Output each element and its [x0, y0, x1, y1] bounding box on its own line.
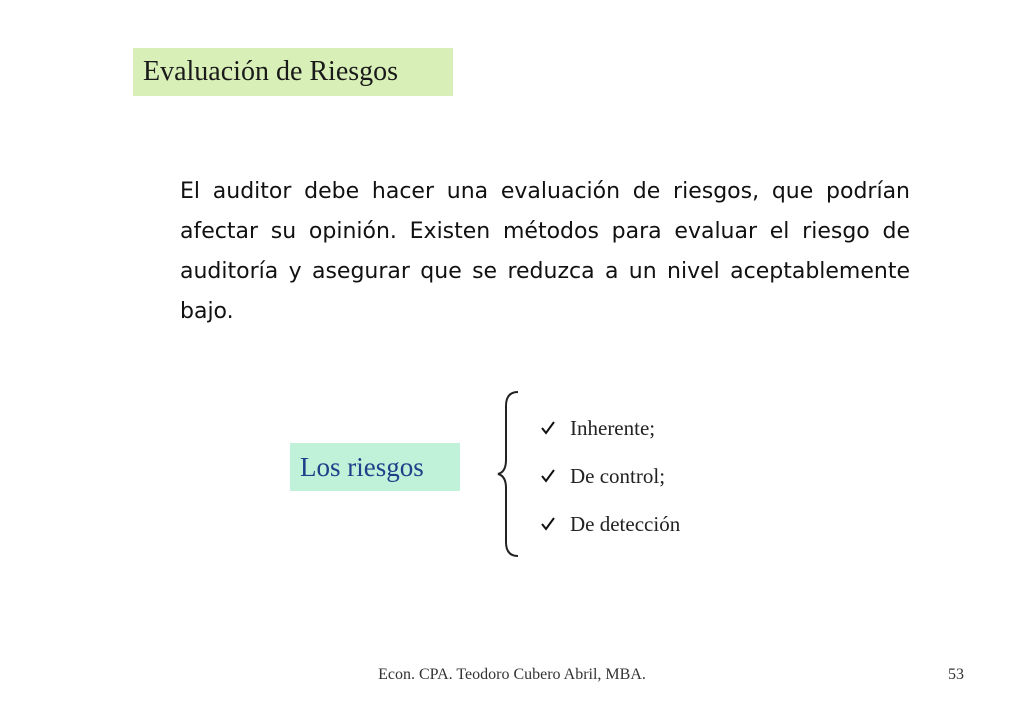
list-item	[540, 452, 680, 500]
page-number: 53	[948, 666, 964, 683]
risk-list	[540, 404, 680, 548]
list-item-label: De control;	[570, 463, 666, 488]
body-paragraph: El auditor debe hacer una evaluación de riesgos, que podrían afectar su opinión. Existen métodos para evaluar el riesgo de auditoría y asegurar que se reduzca a un nivel aceptablemente bajo.	[180, 179, 910, 324]
list-item	[540, 404, 680, 452]
list-item-label: De detección	[570, 511, 681, 536]
check-icon	[540, 420, 556, 436]
group-label: Los riesgos	[290, 443, 460, 491]
slide-title: Evaluación de Riesgos	[133, 48, 453, 96]
list-item-label: Inherente;	[570, 415, 656, 440]
check-icon	[540, 516, 556, 532]
footer-author: Econ. CPA. Teodoro Cubero Abril, MBA.	[378, 666, 646, 683]
curly-brace-icon	[496, 390, 522, 558]
list-item	[540, 500, 680, 548]
check-icon	[540, 468, 556, 484]
